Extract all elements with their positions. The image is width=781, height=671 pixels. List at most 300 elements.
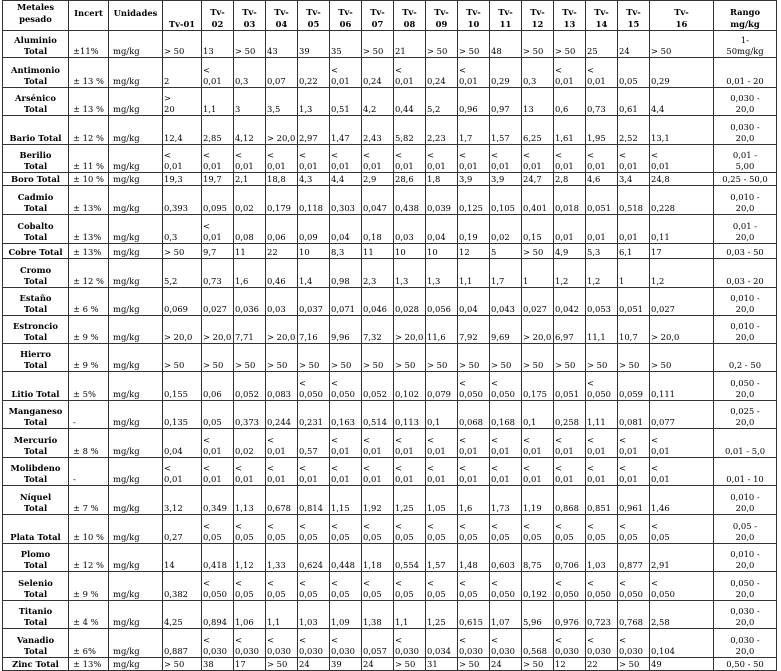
value-cell: 39 [330,658,362,671]
value-cell: 0,877 [618,544,650,572]
rango-line: 20,0 [735,304,755,314]
value-cell: 1,2 [586,259,618,288]
value-cell: 22 [266,244,298,259]
qualifier-value: 0,01 [395,446,414,456]
rango-cell [714,259,777,288]
unit-cell: mg/kg [109,658,163,671]
qualifier-mark: < [267,435,275,445]
value-cell [586,515,618,544]
value-cell: 0,1 [426,401,458,429]
table-row [3,401,777,429]
rango-line: 0,030 - [730,122,760,132]
rango-line: 0,010 - [730,321,760,331]
qualifier-value: 0,05 [299,589,318,599]
value-cell: 24,8 [650,173,714,186]
rango-cell [714,186,777,215]
value-cell: 0,083 [266,372,298,401]
value-cell [458,515,490,544]
table-row [3,658,777,671]
unit-cell: mg/kg [109,458,163,486]
qualifier-value: 0,01 [587,474,606,484]
metal-name-cell [3,572,69,601]
value-cell [202,58,234,88]
metal-name-line: Total [23,617,48,627]
metal-name-line: Mercurio [13,435,58,445]
value-cell: 0,04 [330,215,362,244]
header-sample-col-line: 13 [563,19,576,29]
qualifier-mark: < [587,435,595,445]
value-cell: 0,057 [362,629,394,658]
qualifier-mark: < [203,65,211,75]
qualifier-value: 0,050 [587,589,611,599]
metal-name-line: Litio Total [11,389,60,399]
value-cell [163,88,202,116]
value-cell: 8,75 [522,544,554,572]
header-metales [3,1,69,31]
table-row [3,116,777,145]
rango-cell [714,215,777,244]
value-cell [234,145,266,173]
rango-cell [714,344,777,372]
metal-name-line: Estroncio [13,321,58,331]
metal-name-line: Antimonio [11,65,60,75]
incert-cell: ± 5% [69,372,109,401]
qualifier-mark: < [555,635,563,645]
metal-name-line: Plata Total [10,532,61,542]
value-cell: 7,16 [298,316,330,344]
value-cell: 24 [298,658,330,671]
qualifier-value: 0,030 [267,646,291,656]
value-cell: 0,723 [586,601,618,629]
value-cell: 4,2 [362,88,394,116]
metal-name-cell [3,316,69,344]
value-cell: 1,11 [586,401,618,429]
value-cell: 2,85 [202,116,234,145]
qualifier-mark: < [555,463,563,473]
header-sample-col [298,1,330,31]
value-cell: 0,6 [554,88,586,116]
incert-cell: ± 12 % [69,544,109,572]
qualifier-mark: < [619,521,627,531]
metal-name-line: Cromo [19,265,52,275]
value-cell [490,429,522,458]
qualifier-mark: < [235,463,243,473]
metal-name-line: Total [23,332,48,342]
incert-cell: ± 7 % [69,486,109,515]
value-cell: 0,069 [163,288,202,316]
metal-name-cell [3,173,69,186]
value-cell: 1,1 [458,259,490,288]
value-cell: > 50 [163,344,202,372]
value-cell [554,58,586,88]
value-cell: 10 [426,244,458,259]
value-cell: 0,052 [234,372,266,401]
metal-name-line: Cadmio [17,192,54,202]
header-sample-col [330,1,362,31]
value-cell: > 50 [266,658,298,671]
value-cell: 4,4 [650,88,714,116]
header-sample-col [586,1,618,31]
unit-cell: mg/kg [109,316,163,344]
value-cell: 14 [163,544,202,572]
qualifier-mark: < [203,521,211,531]
qualifier-mark: < [203,221,211,231]
rango-cell [714,401,777,429]
qualifier-mark: < [587,150,595,160]
value-cell: 0,603 [490,544,522,572]
value-cell: > 50 [426,344,458,372]
value-cell: 0,051 [586,186,618,215]
value-cell: 38 [202,658,234,671]
value-cell: 1,3 [426,259,458,288]
qualifier-value: 0,05 [459,532,478,542]
value-cell: 1,09 [330,601,362,629]
qualifier-mark: < [164,463,172,473]
qualifier-mark: < [555,435,563,445]
qualifier-mark: < [331,463,339,473]
value-cell [554,629,586,658]
rango-line: 0,025 - [730,406,760,416]
value-cell: > 50 [298,344,330,372]
value-cell: 12,4 [163,116,202,145]
qualifier-mark: < [619,463,627,473]
value-cell: > 20,0 [266,316,298,344]
value-cell [362,572,394,601]
header-rango [714,1,777,31]
value-cell: 0,894 [202,601,234,629]
value-cell [202,215,234,244]
unit-cell: mg/kg [109,429,163,458]
value-cell: 0,052 [362,372,394,401]
value-cell: 1,33 [266,544,298,572]
incert-cell: ± 13 % [69,88,109,116]
header-sample-col-line: 08 [403,19,416,29]
qualifier-value: 0,05 [203,532,222,542]
value-cell: 48 [490,31,522,58]
value-cell: > 20,0 [522,316,554,344]
value-cell: 11 [362,244,394,259]
value-cell: 0,034 [426,629,458,658]
rango-line: 20,0 [735,104,755,114]
value-cell: 1,3 [394,259,426,288]
table-row [3,288,777,316]
qualifier-mark: < [203,150,211,160]
value-cell: 1,46 [650,486,714,515]
header-sample-col-line: 16 [675,19,688,29]
value-cell: 24 [490,658,522,671]
value-cell: 1,92 [362,486,394,515]
value-cell: 0,06 [202,372,234,401]
rango-cell [714,629,777,658]
qualifier-value: 20 [164,104,175,114]
value-cell [330,429,362,458]
value-cell: 0,46 [266,259,298,288]
header-rango-line: mg/kg [730,19,760,29]
header-sample-col-line: Tv- [498,7,513,17]
value-cell: 1,6 [234,259,266,288]
unit-cell: mg/kg [109,88,163,116]
unit-cell: mg/kg [109,572,163,601]
qualifier-mark: < [203,635,211,645]
value-cell [330,372,362,401]
incert-cell: ±11% [69,31,109,58]
value-cell: > 50 [522,244,554,259]
value-cell: 5,2 [426,88,458,116]
value-cell [618,515,650,544]
metal-name-line: Total [23,503,48,513]
value-cell: > 50 [163,658,202,671]
value-cell: 0,095 [202,186,234,215]
rango-line: 0,01 - [732,150,758,160]
header-sample-col-line: 05 [307,19,320,29]
value-cell: 3,12 [163,486,202,515]
qualifier-mark: < [651,463,659,473]
qualifier-value: 0,01 [459,161,478,171]
qualifier-value: 0,01 [523,161,542,171]
value-cell: > 50 [554,344,586,372]
qualifier-value: 0,01 [651,446,670,456]
value-cell: 0,98 [330,259,362,288]
qualifier-mark: < [523,521,531,531]
value-cell: 1,07 [490,601,522,629]
rango-cell [714,458,777,486]
qualifier-value: 0,030 [299,646,323,656]
value-cell: 0,111 [650,372,714,401]
qualifier-mark: < [235,521,243,531]
metal-name-line: Zinc Total [12,659,59,669]
value-cell: > 50 [330,344,362,372]
header-sample-col-line: Tv- [242,7,257,17]
value-cell [394,58,426,88]
qualifier-mark: < [395,521,403,531]
qualifier-value: 0,05 [299,532,318,542]
value-cell: > 20,0 [650,316,714,344]
value-cell: 1,38 [362,601,394,629]
qualifier-mark: < [331,378,339,388]
value-cell: 0,401 [522,186,554,215]
value-cell: 0,125 [458,186,490,215]
value-cell [426,572,458,601]
value-cell: 0,228 [650,186,714,215]
qualifier-value: 0,01 [619,161,638,171]
qualifier-mark: < [395,463,403,473]
header-sample-col-line: 04 [275,19,288,29]
rango-line: 20,0 [735,232,755,242]
value-cell: 0,1 [522,401,554,429]
qualifier-value: 0,01 [555,446,574,456]
value-cell: 0,039 [426,186,458,215]
value-cell: 39 [298,31,330,58]
qualifier-value: 0,030 [587,646,611,656]
value-cell: 0,046 [362,288,394,316]
qualifier-mark: < [203,578,211,588]
value-cell [234,458,266,486]
qualifier-mark: < [331,435,339,445]
incert-cell: ± 6 % [69,288,109,316]
value-cell: 0,068 [458,401,490,429]
rango-line: 0,2 - 50 [728,360,762,370]
rango-line: 20,0 [735,332,755,342]
rango-cell [714,601,777,629]
value-cell [586,572,618,601]
metal-name-line: Titanio [18,606,53,616]
value-cell [618,145,650,173]
qualifier-mark: < [651,150,659,160]
value-cell [298,145,330,173]
value-cell: 0,02 [234,186,266,215]
qualifier-mark: < [395,150,403,160]
table-row [3,215,777,244]
value-cell: 0,231 [298,401,330,429]
qualifier-mark: < [427,463,435,473]
metal-name-line: Total [23,76,48,86]
qualifier-mark: < [395,635,403,645]
value-cell: > 50 [650,31,714,58]
metal-name-line: Berilio [19,150,52,160]
rango-line: 1- [740,35,750,45]
qualifier-value: 0,05 [459,589,478,599]
header-unidades: Unidades [109,1,163,31]
value-cell [234,515,266,544]
qualifier-value: 0,01 [651,474,670,484]
metal-name-line: Total [23,104,48,114]
value-cell: > 50 [522,658,554,671]
qualifier-mark: < [587,635,595,645]
incert-cell: ± 10 % [69,173,109,186]
value-cell: 0,03 [394,215,426,244]
qualifier-value: 0,01 [619,446,638,456]
value-cell: 0,624 [298,544,330,572]
metal-name-line: Bario Total [9,133,62,143]
value-cell [298,629,330,658]
rango-cell [714,145,777,173]
rango-line: 20,0 [735,133,755,143]
value-cell [394,429,426,458]
incert-cell: ± 9 % [69,316,109,344]
value-cell: 0,08 [234,215,266,244]
rango-line: 0,010 - [730,492,760,502]
value-cell: 0,568 [522,629,554,658]
header-sample-col [163,1,202,31]
qualifier-value: 0,030 [203,646,227,656]
unit-cell: mg/kg [109,344,163,372]
value-cell: 1,25 [394,486,426,515]
value-cell: 0,382 [163,572,202,601]
qualifier-mark: < [235,150,243,160]
value-cell: > 50 [586,344,618,372]
value-cell: 2,43 [362,116,394,145]
qualifier-value: 0,05 [235,532,254,542]
table-row [3,629,777,658]
value-cell: 1,57 [426,544,458,572]
value-cell: 4,12 [234,116,266,145]
value-cell: 9,96 [330,316,362,344]
qualifier-value: 0,01 [235,474,254,484]
value-cell: 0,868 [554,486,586,515]
value-cell: 0,104 [650,629,714,658]
value-cell: > 50 [522,31,554,58]
header-rango-line: Rango [729,7,761,17]
value-cell: 1,13 [234,486,266,515]
value-cell: > 50 [163,244,202,259]
value-cell: 1,2 [650,259,714,288]
value-cell [554,429,586,458]
value-cell: 2,8 [554,173,586,186]
value-cell: 0,027 [522,288,554,316]
qualifier-mark: < [555,521,563,531]
value-cell: 0,175 [522,372,554,401]
value-cell: 0,3 [522,58,554,88]
value-cell [618,572,650,601]
rango-line: 0,030 - [730,606,760,616]
value-cell: > 50 [490,344,522,372]
rango-cell [714,316,777,344]
qualifier-mark: < [459,150,467,160]
rango-line: 0,050 - [730,378,760,388]
value-cell: 0,258 [554,401,586,429]
value-cell: 3,9 [458,173,490,186]
table-row [3,145,777,173]
rango-cell [714,515,777,544]
value-cell: 1,2 [554,259,586,288]
value-cell: 6,97 [554,316,586,344]
value-cell [266,629,298,658]
value-cell: 11,6 [426,316,458,344]
metal-name-line: Manganeso [8,406,63,416]
value-cell: 2,9 [362,173,394,186]
metal-name-line: Cobalto [17,221,54,231]
metal-name-cell [3,658,69,671]
value-cell [458,145,490,173]
qualifier-mark: < [164,150,172,160]
value-cell: 0,303 [330,186,362,215]
qualifier-mark: < [491,150,499,160]
value-cell: 0,615 [458,601,490,629]
value-cell [554,572,586,601]
qualifier-mark: < [587,65,595,75]
table-row [3,486,777,515]
value-cell [618,429,650,458]
qualifier-value: 0,01 [331,161,350,171]
value-cell: 24 [618,31,650,58]
qualifier-mark: < [459,578,467,588]
value-cell: 0,05 [618,58,650,88]
qualifier-mark: < [491,435,499,445]
qualifier-value: 0,030 [395,646,419,656]
value-cell: 5,2 [163,259,202,288]
incert-cell: ± 13% [69,186,109,215]
rango-line: 20,0 [735,389,755,399]
value-cell [394,629,426,658]
metal-name-line: Total [23,360,48,370]
qualifier-value: 0,01 [459,446,478,456]
value-cell: 0,814 [298,486,330,515]
value-cell: 0,079 [426,372,458,401]
rango-cell [714,544,777,572]
value-cell: 0,244 [266,401,298,429]
qualifier-mark: < [459,463,467,473]
value-cell: 0,051 [554,372,586,401]
value-cell: 0,44 [394,88,426,116]
value-cell: 4,6 [586,173,618,186]
value-cell: > 20,0 [202,316,234,344]
value-cell [298,572,330,601]
value-cell [586,372,618,401]
qualifier-value: 0,050 [555,589,579,599]
metal-name-cell [3,116,69,145]
value-cell: > 50 [650,344,714,372]
table-row [3,173,777,186]
